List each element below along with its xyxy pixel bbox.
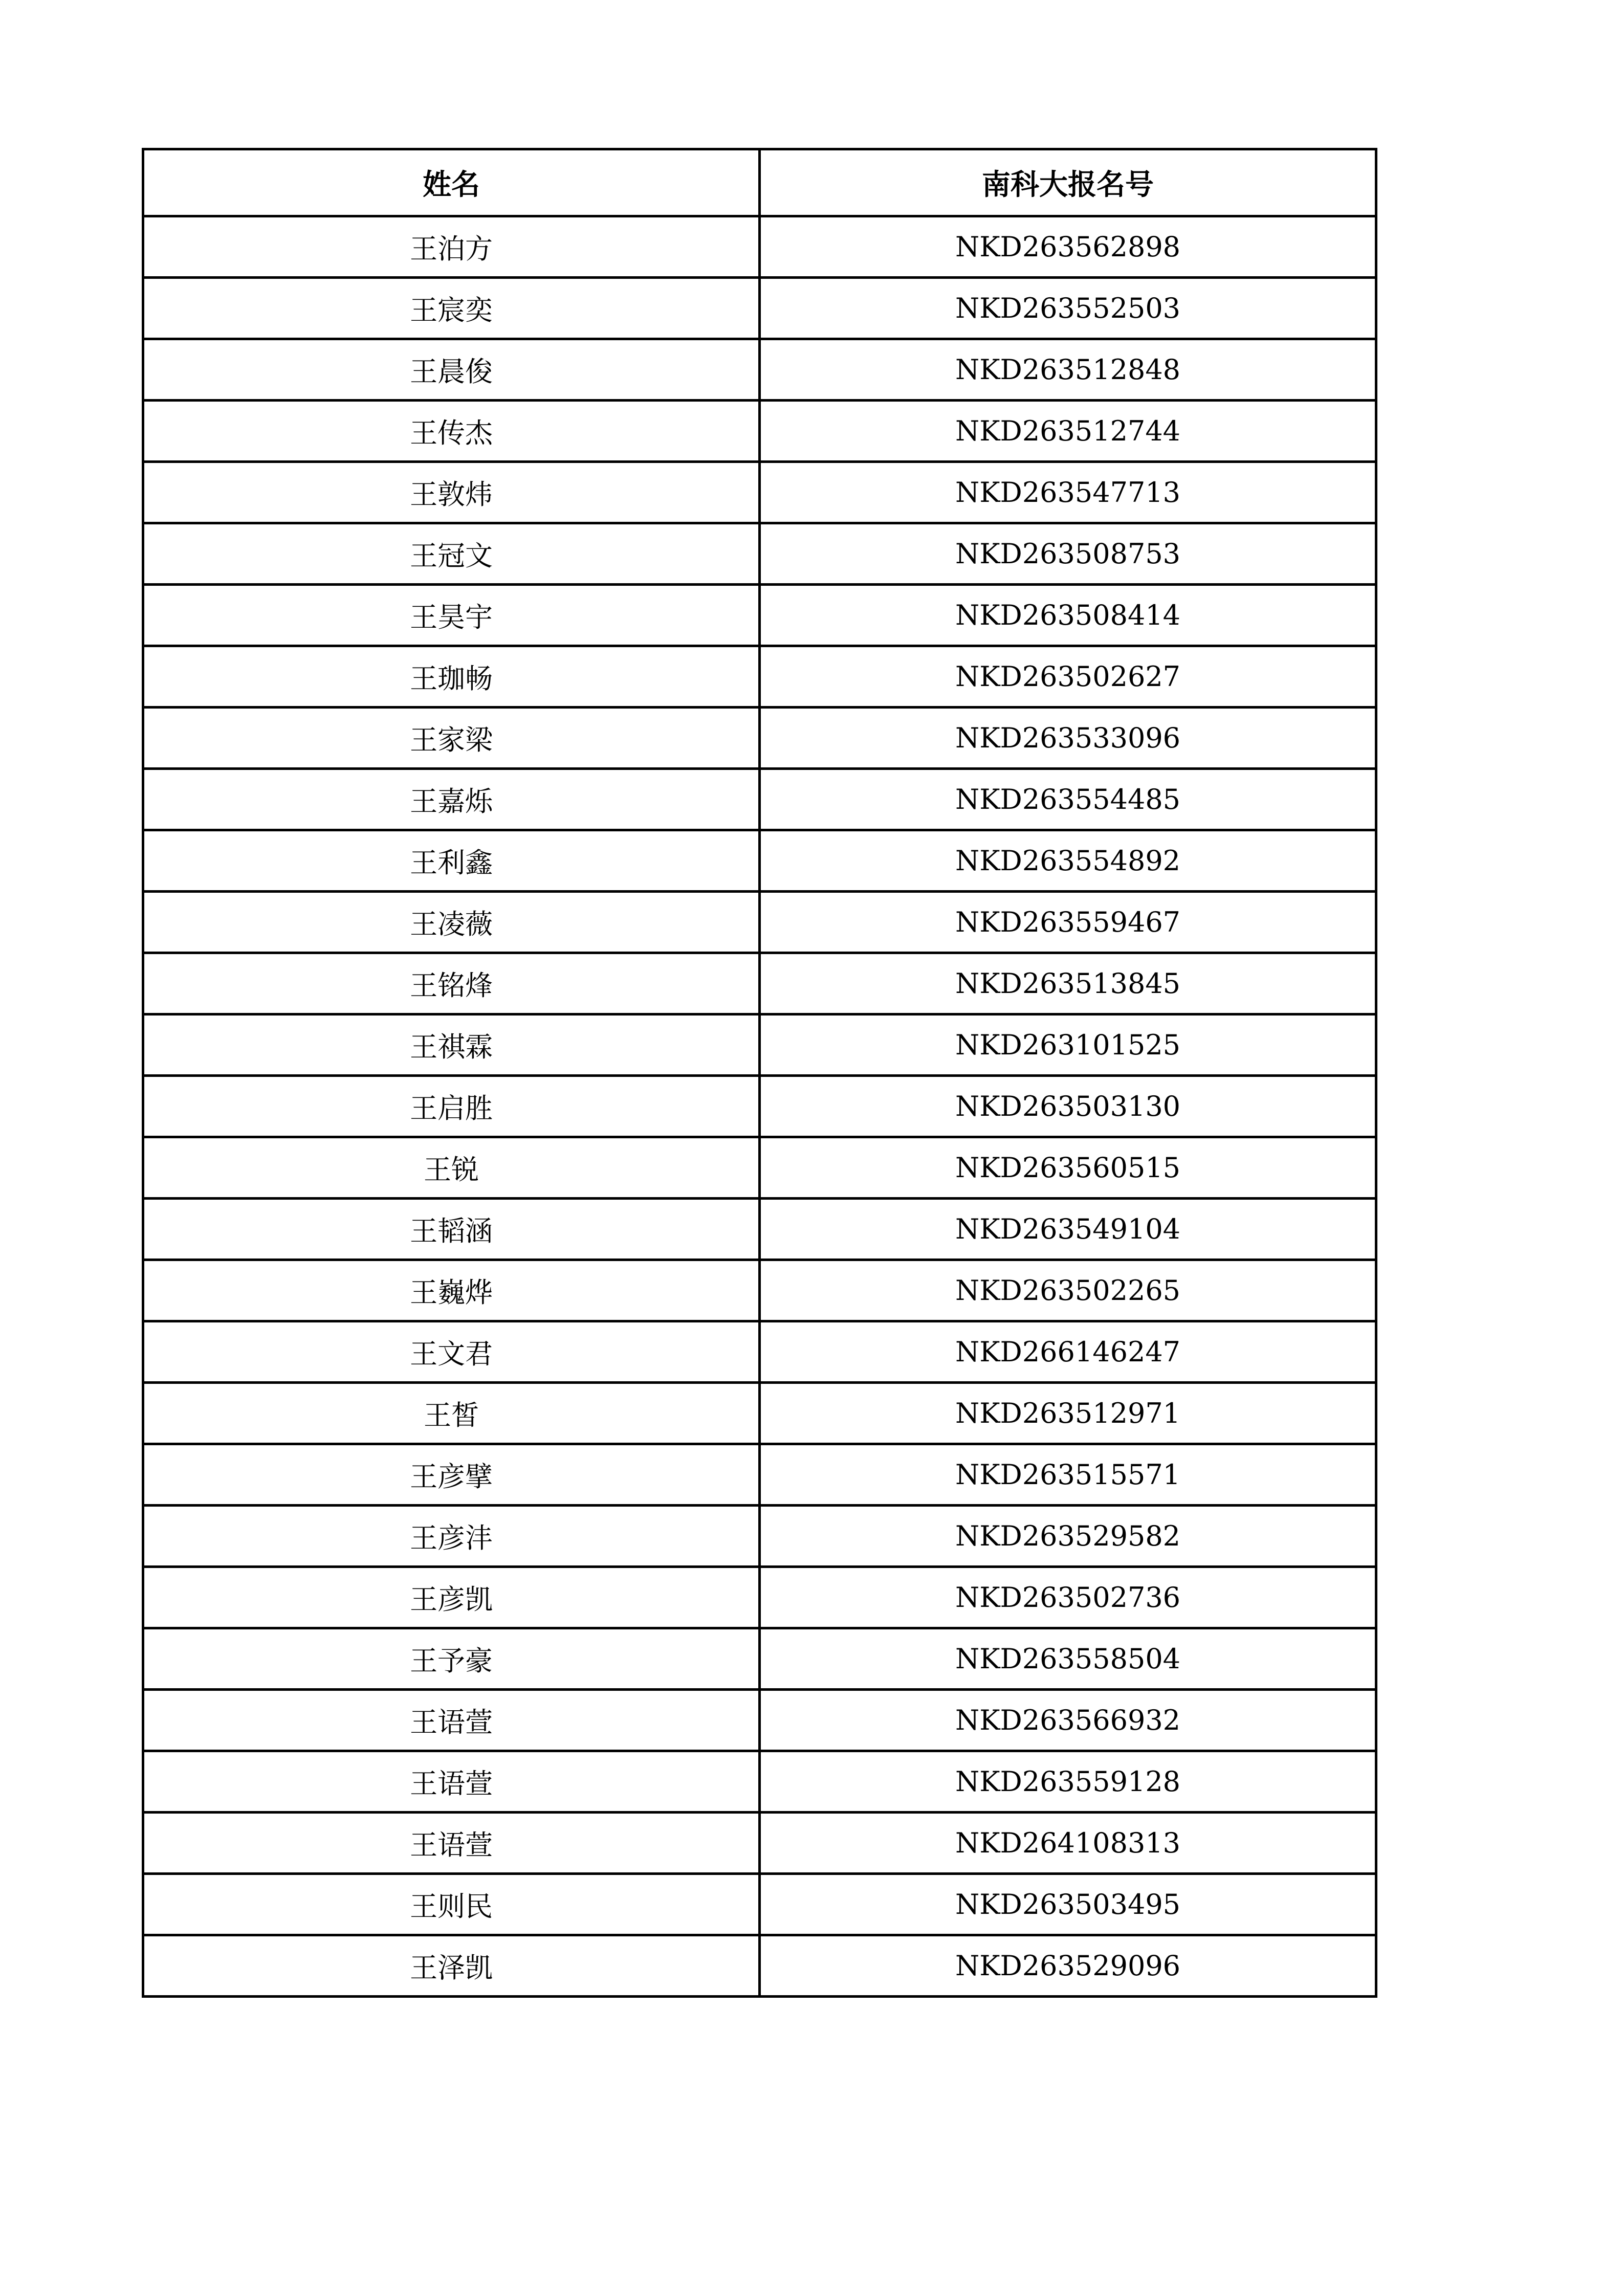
registration-number-cell: NKD263566932 [760,1690,1376,1751]
registration-number-cell: NKD263502265 [760,1260,1376,1321]
table-row [143,1199,1376,1260]
name-cell: 王铭烽 [143,953,760,1014]
name-cell: 王嘉烁 [143,769,760,830]
name-cell: 王泽凯 [143,1935,760,1997]
table-row [143,892,1376,953]
registration-number-cell: NKD263512848 [760,339,1376,401]
registration-number-cell: NKD263508753 [760,523,1376,585]
table-row [143,1383,1376,1444]
table-row [143,1751,1376,1813]
table-row [143,1874,1376,1935]
name-cell: 王文君 [143,1321,760,1383]
table-row [143,339,1376,401]
name-cell: 王彦凯 [143,1567,760,1628]
table-row [143,830,1376,892]
table-row [143,1014,1376,1076]
table-row [143,216,1376,278]
table-row [143,1506,1376,1567]
name-cell: 王则民 [143,1874,760,1935]
name-cell: 王语萱 [143,1813,760,1874]
roster-table [142,148,1377,1998]
table-row [143,1137,1376,1199]
table-row [143,1567,1376,1628]
registration-number-cell: NKD263560515 [760,1137,1376,1199]
name-cell: 王宸奕 [143,278,760,339]
registration-number-cell: NKD263513845 [760,953,1376,1014]
table-row [143,1321,1376,1383]
table-body [143,216,1376,1997]
table-row [143,1444,1376,1506]
table-row [143,278,1376,339]
name-cell: 王彦擘 [143,1444,760,1506]
name-cell: 王利鑫 [143,830,760,892]
name-cell: 王冠文 [143,523,760,585]
registration-number-cell: NKD263558504 [760,1628,1376,1690]
registration-number-column-header: 南科大报名号 [760,149,1376,216]
registration-number-cell: NKD263503495 [760,1874,1376,1935]
table-row [143,646,1376,708]
header-row [143,149,1376,216]
name-column-header: 姓名 [143,149,760,216]
registration-number-cell: NKD263502736 [760,1567,1376,1628]
name-cell: 王祺霖 [143,1014,760,1076]
name-cell: 王予豪 [143,1628,760,1690]
registration-number-cell: NKD263512971 [760,1383,1376,1444]
roster-sheet [142,148,1375,1998]
registration-number-cell: NKD263529582 [760,1506,1376,1567]
registration-number-cell: NKD263554892 [760,830,1376,892]
registration-number-cell: NKD263559467 [760,892,1376,953]
table-row [143,953,1376,1014]
registration-number-cell: NKD263508414 [760,585,1376,646]
registration-number-cell: NKD263533096 [760,708,1376,769]
table-row [143,462,1376,523]
registration-number-cell: NKD263515571 [760,1444,1376,1506]
name-cell: 王晨俊 [143,339,760,401]
name-cell: 王家梁 [143,708,760,769]
registration-number-cell: NKD263512744 [760,401,1376,462]
name-cell: 王珈畅 [143,646,760,708]
name-cell: 王语萱 [143,1751,760,1813]
name-cell: 王韬涵 [143,1199,760,1260]
table-row [143,708,1376,769]
table-row [143,1813,1376,1874]
name-cell: 王皙 [143,1383,760,1444]
registration-number-cell: NKD263529096 [760,1935,1376,1997]
name-cell: 王锐 [143,1137,760,1199]
name-cell: 王彦沣 [143,1506,760,1567]
registration-number-cell: NKD266146247 [760,1321,1376,1383]
name-cell: 王巍烨 [143,1260,760,1321]
registration-number-cell: NKD263549104 [760,1199,1376,1260]
registration-number-cell: NKD264108313 [760,1813,1376,1874]
registration-number-cell: NKD263562898 [760,216,1376,278]
name-cell: 王凌薇 [143,892,760,953]
registration-number-cell: NKD263101525 [760,1014,1376,1076]
table-row [143,401,1376,462]
name-cell: 王语萱 [143,1690,760,1751]
name-cell: 王启胜 [143,1076,760,1137]
name-cell: 王敦炜 [143,462,760,523]
table-row [143,1628,1376,1690]
registration-number-cell: NKD263559128 [760,1751,1376,1813]
name-cell: 王昊宇 [143,585,760,646]
table-row [143,769,1376,830]
registration-number-cell: NKD263503130 [760,1076,1376,1137]
table-row [143,585,1376,646]
registration-number-cell: NKD263552503 [760,278,1376,339]
name-cell: 王传杰 [143,401,760,462]
table-row [143,1935,1376,1997]
table-header [143,149,1376,216]
table-row [143,523,1376,585]
registration-number-cell: NKD263554485 [760,769,1376,830]
registration-number-cell: NKD263502627 [760,646,1376,708]
table-row [143,1690,1376,1751]
name-cell: 王泊方 [143,216,760,278]
registration-number-cell: NKD263547713 [760,462,1376,523]
table-row [143,1260,1376,1321]
table-row [143,1076,1376,1137]
